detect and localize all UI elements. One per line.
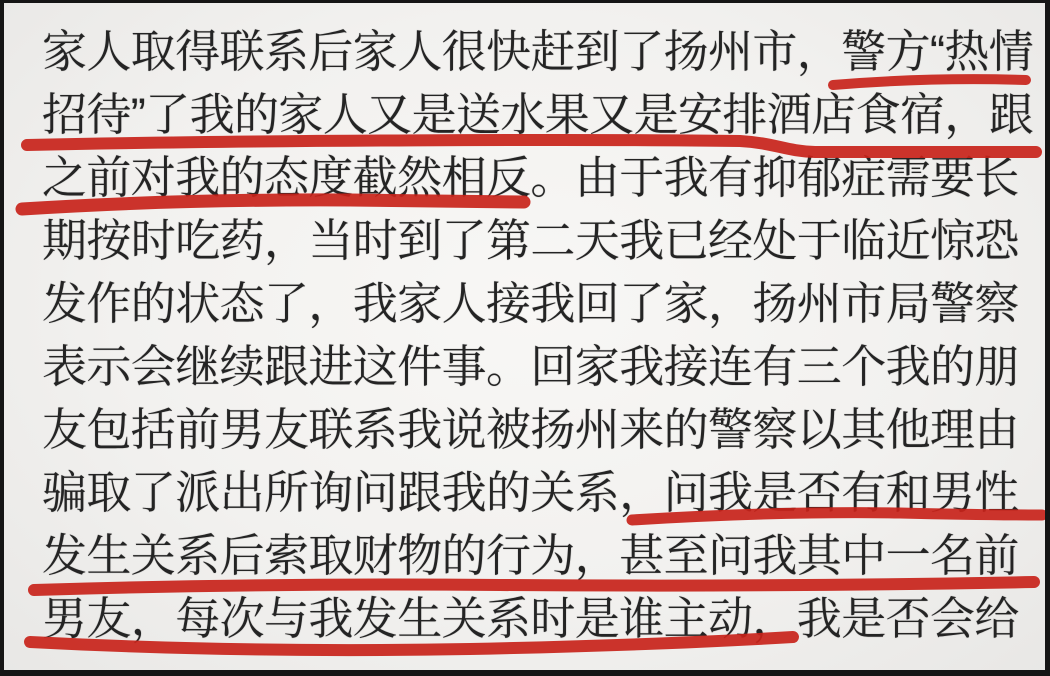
frame-border-top <box>0 0 1050 3</box>
frame-border-left <box>0 0 4 676</box>
text-line-5: 发作的状态了，我家人接我回了家，扬州市局警察 <box>42 278 1019 329</box>
text-line-9: 发生关系后索取财物的行为，甚至问我其中一名前 <box>42 530 1019 581</box>
text-line-7: 友包括前男友联系我说被扬州来的警察以其他理由 <box>42 404 1019 455</box>
text-line-8: 骗取了派出所询问跟我的关系，问我是否有和男性 <box>42 467 1019 518</box>
frame-border-right <box>1045 0 1050 676</box>
text-line-3: 之前对我的态度截然相反。由于我有抑郁症需要长 <box>42 152 1019 203</box>
text-line-4: 期按时吃药，当时到了第二天我已经处于临近惊恐 <box>42 215 1019 266</box>
text-line-10: 男友，每次与我发生关系时是谁主动，我是否会给 <box>42 593 1019 644</box>
frame-border-bottom <box>0 670 1050 676</box>
text-line-2: 招待”了我的家人又是送水果又是安排酒店食宿，跟 <box>42 89 1034 140</box>
text-line-1: 家人取得联系后家人很快赶到了扬州市，警方“热情 <box>42 26 1034 77</box>
text-line-6: 表示会继续跟进这件事。回家我接连有三个我的朋 <box>42 341 1019 392</box>
paragraph-text-block <box>42 20 1033 650</box>
